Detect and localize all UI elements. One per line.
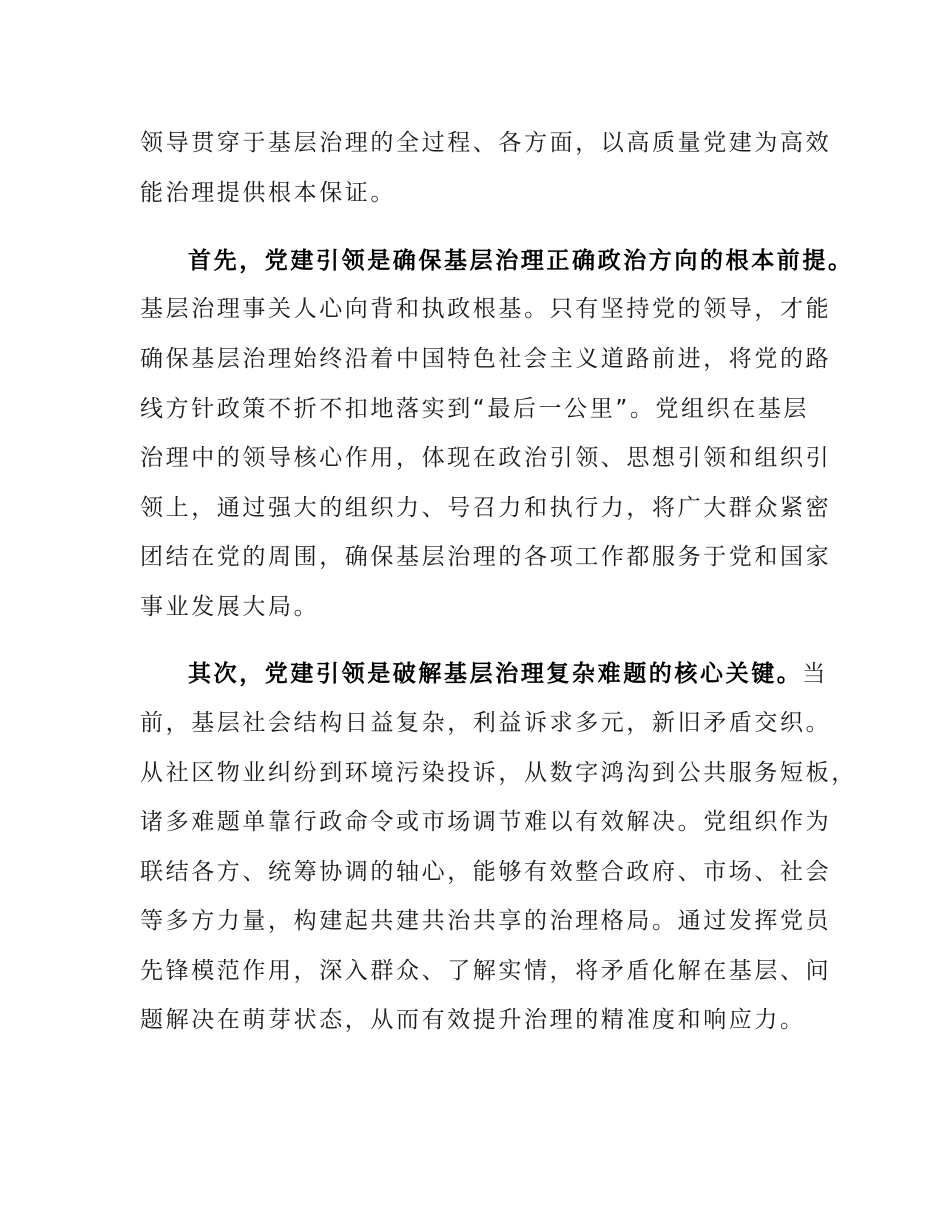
p2-line-1: 基层治理事关人心向背和执政根基。只有坚持党的领导，才能: [140, 296, 832, 322]
p3-line-1: 前，基层社会结构日益复杂，利益诉求多元，新旧矛盾交织。: [140, 710, 832, 736]
p1-line-1: 领导贯穿于基层治理的全过程、各方面，以高质量党建为高效: [140, 130, 832, 156]
p3-line-6: 先锋模范作用，深入群众、了解实情，将矛盾化解在基层、问: [140, 958, 832, 984]
p3-line-3: 诸多难题单靠行政命令或市场调节难以有效解决。党组织作为: [140, 809, 832, 835]
p2-line-6: 团结在党的周围，确保基层治理的各项工作都服务于党和国家: [140, 544, 832, 570]
p3-line-5: 等多方力量，构建起共建共治共享的治理格局。通过发挥党员: [140, 908, 832, 934]
p2-line-5: 领上，通过强大的组织力、号召力和执行力，将广大群众紧密: [140, 495, 832, 521]
p3-line-4: 联结各方、统筹协调的轴心，能够有效整合政府、市场、社会: [140, 859, 832, 885]
p1-line-2: 能治理提供根本保证。: [140, 180, 396, 206]
p3-heading-tail: 当: [802, 661, 829, 687]
p3-line-2: 从社区物业纠纷到环境污染投诉，从数字鸿沟到公共服务短板，: [140, 760, 857, 786]
p3-heading: 其次，党建引领是破解基层治理复杂难题的核心关键。: [188, 661, 803, 687]
p3-heading-line: [188, 657, 828, 691]
p2-line-3: 线方针政策不折不扣地落实到“最后一公里”。党组织在基层: [140, 396, 810, 422]
p2-line-2: 确保基层治理始终沿着中国特色社会主义道路前进，将党的路: [140, 346, 832, 372]
p3-line-7: 题解决在萌芽状态，从而有效提升治理的精准度和响应力。: [140, 1007, 806, 1033]
p2-line-7: 事业发展大局。: [140, 594, 320, 620]
p2-heading: 首先，党建引领是确保基层治理正确政治方向的根本前提。: [188, 248, 854, 274]
p2-line-4: 治理中的领导核心作用，体现在政治引领、思想引领和组织引: [140, 445, 832, 471]
